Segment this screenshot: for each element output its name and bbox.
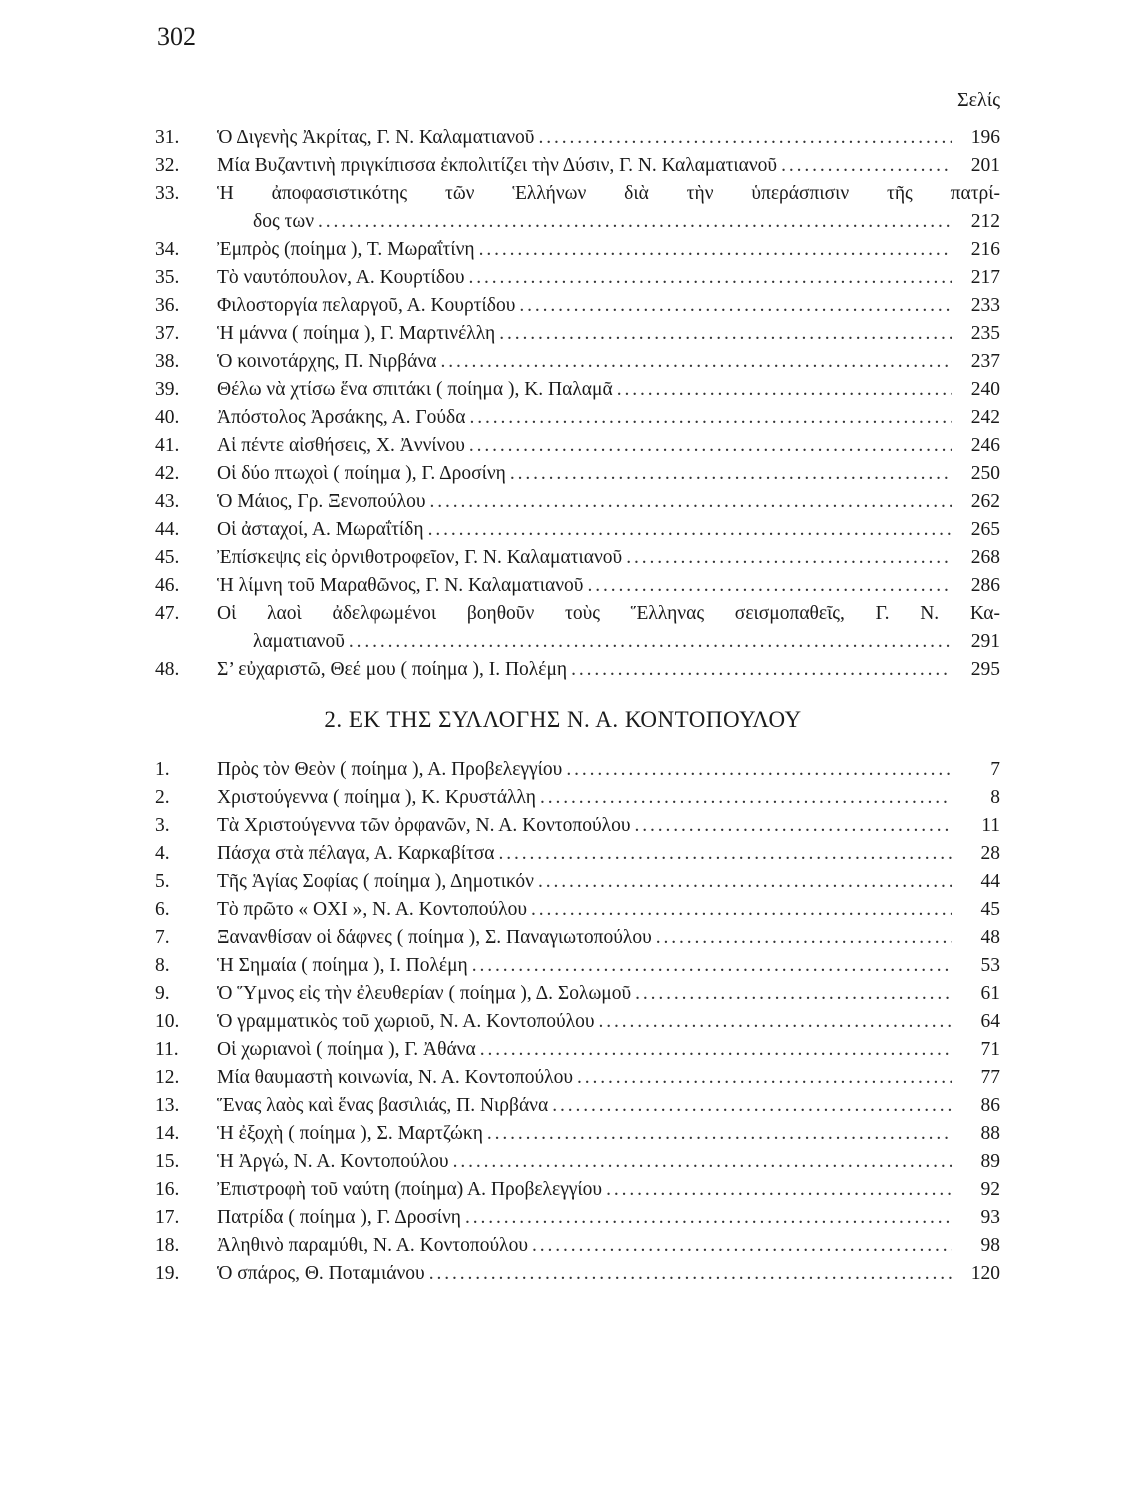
toc-entry — [155, 1036, 1000, 1064]
page-column-header: Σελίς — [956, 89, 1000, 111]
entry-page: 212 — [970, 211, 1000, 232]
entry-title: Ἡ λίμνη τοῦ Μαραθῶνος, Γ. Ν. Καλαματιανοῦ — [217, 575, 584, 596]
entry-number: 6. — [155, 899, 170, 920]
entry-page: 237 — [970, 351, 1000, 372]
entry-page: 216 — [970, 239, 1000, 260]
entry-number: 1. — [155, 759, 170, 780]
entry-title: Τὸ πρῶτο « ΟΧΙ », Ν. Α. Κοντοπούλου — [217, 899, 528, 920]
toc-entry — [155, 1148, 1000, 1176]
entry-title: Ὁ Μάιος, Γρ. Ξενοπούλου — [217, 491, 426, 512]
toc-entry — [155, 1260, 1000, 1288]
entry-number: 12. — [155, 1067, 180, 1088]
toc-section-2 — [155, 756, 1000, 1288]
entry-title: Ἐμπρὸς (ποίημα ), Τ. Μωραΐτίνη — [217, 239, 475, 260]
entry-number: 42. — [155, 463, 180, 484]
entry-number: 5. — [155, 871, 170, 892]
dot-leader — [552, 1092, 952, 1120]
toc-entry — [155, 516, 1000, 544]
entry-page: 28 — [980, 843, 1000, 864]
entry-page: 233 — [970, 295, 1000, 316]
entry-title: Ἡ μάννα ( ποίημα ), Γ. Μαρτινέλλη — [217, 323, 496, 344]
toc-entry — [155, 236, 1000, 264]
entry-number: 36. — [155, 295, 180, 316]
entry-title: Πάσχα στὰ πέλαγα, Α. Καρκαβίτσα — [217, 843, 495, 864]
toc-entry — [155, 812, 1000, 840]
dot-leader — [487, 1120, 952, 1148]
dot-leader — [577, 1064, 952, 1092]
entry-page: 92 — [980, 1179, 1000, 1200]
entry-number: 32. — [155, 155, 180, 176]
entry-title: Σ’ εὐχαριστῶ, Θεέ μου ( ποίημα ), Ι. Πολέμη — [217, 659, 568, 680]
toc-entry — [155, 292, 1000, 320]
toc-entry — [155, 460, 1000, 488]
entry-number: 48. — [155, 659, 180, 680]
dot-leader — [532, 1232, 952, 1260]
toc-entry — [155, 952, 1000, 980]
entry-page: 246 — [970, 435, 1000, 456]
entry-title: Αἱ πέντε αἰσθήσεις, Χ. Ἀννίνου — [217, 435, 465, 456]
entry-number: 19. — [155, 1263, 180, 1284]
entry-number: 13. — [155, 1095, 180, 1116]
entry-page: 98 — [980, 1235, 1000, 1256]
entry-number: 8. — [155, 955, 170, 976]
entry-number: 4. — [155, 843, 170, 864]
entry-number: 41. — [155, 435, 180, 456]
toc-entry — [155, 264, 1000, 292]
entry-page: 240 — [970, 379, 1000, 400]
entry-title: Ἡ ἐξοχὴ ( ποίημα ), Σ. Μαρτζώκη — [217, 1123, 483, 1144]
toc-entry — [155, 896, 1000, 924]
dot-leader — [538, 868, 952, 896]
entry-page: 64 — [980, 1011, 1000, 1032]
dot-leader — [440, 348, 952, 376]
toc-entry — [155, 1176, 1000, 1204]
entry-number: 33. — [155, 183, 180, 204]
entry-page: 45 — [980, 899, 1000, 920]
entry-title: Θέλω νὰ χτίσω ἕνα σπιτάκι ( ποίημα ), Κ. Παλαμᾶ — [217, 379, 613, 400]
entry-page: 48 — [980, 927, 1000, 948]
toc-section-1 — [155, 89, 1000, 684]
entry-number: 15. — [155, 1151, 180, 1172]
toc-entry — [155, 868, 1000, 896]
entry-number: 34. — [155, 239, 180, 260]
entry-page: 268 — [970, 547, 1000, 568]
entry-number: 39. — [155, 379, 180, 400]
dot-leader — [519, 292, 952, 320]
entry-page: 235 — [970, 323, 1000, 344]
dot-leader — [538, 124, 952, 152]
entry-title: Οἱ ἀσταχοί, Α. Μωραΐτίδη — [217, 519, 424, 540]
entry-number: 31. — [155, 127, 180, 148]
entry-page: 53 — [980, 955, 1000, 976]
toc-entry — [155, 376, 1000, 404]
dot-leader — [349, 628, 952, 656]
entry-title: Οἱ χωριανοὶ ( ποίημα ), Γ. Ἀθάνα — [217, 1039, 476, 1060]
entry-title: Ἀληθινὸ παραμύθι, Ν. Α. Κοντοπούλου — [217, 1235, 528, 1256]
entry-title: Ἕνας λαὸς καὶ ἕνας βασιλιάς, Π. Νιρβάνα — [217, 1095, 549, 1116]
entry-page: 217 — [970, 267, 1000, 288]
page-number: 302 — [157, 22, 196, 51]
entry-number: 47. — [155, 603, 180, 624]
entry-title: Τῆς Ἁγίας Σοφίας ( ποίημα ), Δημοτικόν — [217, 871, 534, 892]
dot-leader — [469, 432, 952, 460]
dot-leader — [480, 1036, 952, 1064]
dot-leader — [510, 460, 952, 488]
entry-number: 43. — [155, 491, 180, 512]
dot-leader — [429, 488, 952, 516]
dot-leader — [635, 980, 952, 1008]
toc-entry — [155, 1092, 1000, 1120]
entry-title: Τὰ Χριστούγεννα τῶν ὀρφανῶν, Ν. Α. Κοντοπούλου — [217, 815, 631, 836]
entry-title: Πατρίδα ( ποίημα ), Γ. Δροσίνη — [217, 1207, 461, 1228]
toc-entry — [155, 404, 1000, 432]
dot-leader — [656, 924, 952, 952]
entry-title: Χριστούγεννα ( ποίημα ), Κ. Κρυστάλλη — [217, 787, 537, 808]
dot-leader — [499, 320, 952, 348]
entry-page: 89 — [980, 1151, 1000, 1172]
toc-entry — [155, 488, 1000, 516]
entry-page: 86 — [980, 1095, 1000, 1116]
entry-number: 17. — [155, 1207, 180, 1228]
entry-title: Ὁ κοινοτάρχης, Π. Νιρβάνα — [217, 351, 437, 372]
entry-title: Τὸ ναυτόπουλον, Α. Κουρτίδου — [217, 267, 465, 288]
entry-title: Οἱ δύο πτωχοὶ ( ποίημα ), Γ. Δροσίνη — [217, 463, 506, 484]
dot-leader — [468, 264, 952, 292]
dot-leader — [479, 236, 952, 264]
entry-number: 37. — [155, 323, 180, 344]
entry-title-continuation: λαματιανοῦ — [253, 631, 345, 652]
entry-page: 88 — [980, 1123, 1000, 1144]
entry-title: Μία θαυμαστὴ κοινωνία, Ν. Α. Κοντοπούλου — [217, 1067, 573, 1088]
section-heading: 2. ΕΚ ΤΗΣ ΣΥΛΛΟΓΗΣ Ν. Α. ΚΟΝΤΟΠΟΥΛΟΥ — [324, 707, 802, 732]
entry-title: Ὁ Ὕμνος εἰς τὴν ἐλευθερίαν ( ποίημα ), Δ. Σολωμοῦ — [217, 983, 632, 1004]
toc-entry — [155, 320, 1000, 348]
entry-number: 3. — [155, 815, 170, 836]
dot-leader — [781, 152, 952, 180]
toc-entry — [155, 1232, 1000, 1260]
entry-title: Ἡ ἀποφασιστικότης τῶν Ἑλλήνων διὰ τὴν ὑπεράσπισιν τῆς πατρί- — [217, 183, 1000, 204]
toc-entry — [155, 152, 1000, 180]
entry-page: 201 — [970, 155, 1000, 176]
entry-page: 71 — [980, 1039, 1000, 1060]
toc-entry — [155, 756, 1000, 784]
entry-page: 196 — [970, 127, 1000, 148]
entry-page: 286 — [970, 575, 1000, 596]
entry-number: 18. — [155, 1235, 180, 1256]
dot-leader — [499, 840, 952, 868]
toc-entry — [155, 572, 1000, 600]
entry-title: Ἡ Σημαία ( ποίημα ), Ι. Πολέμη — [217, 955, 468, 976]
dot-leader — [469, 404, 952, 432]
toc-entry — [155, 432, 1000, 460]
entry-page: 11 — [981, 815, 1000, 836]
dot-leader — [540, 784, 952, 812]
entry-number: 35. — [155, 267, 180, 288]
toc-entry — [155, 348, 1000, 376]
dot-leader — [626, 544, 952, 572]
toc-entry — [155, 656, 1000, 684]
dot-leader — [453, 1148, 952, 1176]
entry-title: Οἱ λαοὶ ἀδελφωμένοι βοηθοῦν τοὺς Ἕλληνας σεισμοπαθεῖς, Γ. Ν. Κα- — [217, 603, 1000, 624]
dot-leader — [599, 1008, 953, 1036]
entry-page: 61 — [980, 983, 1000, 1004]
entry-page: 120 — [970, 1263, 1000, 1284]
entry-number: 11. — [155, 1039, 179, 1060]
entry-title: Ξανανθίσαν οἱ δάφνες ( ποίημα ), Σ. Παναγιωτοπούλου — [217, 927, 652, 948]
toc-entry — [155, 124, 1000, 152]
toc-entry — [155, 600, 1000, 628]
entry-title: Ὁ σπάρος, Θ. Ποταμιάνου — [217, 1263, 425, 1284]
dot-leader — [634, 812, 952, 840]
toc-entry — [155, 924, 1000, 952]
entry-title: Ἀπόστολος Ἀρσάκης, Α. Γούδα — [217, 407, 466, 428]
toc-entry — [155, 544, 1000, 572]
dot-leader — [566, 756, 952, 784]
toc-entry — [155, 980, 1000, 1008]
entry-title: Μία Βυζαντινὴ πριγκίπισσα ἐκπολιτίζει τὴν Δύσιν, Γ. Ν. Καλαματιανοῦ — [217, 155, 778, 176]
entry-page: 265 — [970, 519, 1000, 540]
entry-number: 46. — [155, 575, 180, 596]
toc-entry — [155, 1008, 1000, 1036]
entry-title: Ἐπιστροφὴ τοῦ ναύτη (ποίημα) Α. Προβελεγγίου — [217, 1179, 603, 1200]
toc-entry — [155, 1064, 1000, 1092]
entry-title: Ἐπίσκεψις εἰς ὀρνιθοτροφεῖον, Γ. Ν. Καλαματιανοῦ — [217, 547, 623, 568]
entry-number: 45. — [155, 547, 180, 568]
entry-page: 250 — [970, 463, 1000, 484]
entry-page: 7 — [990, 759, 1000, 780]
toc-entry — [155, 1204, 1000, 1232]
dot-leader — [472, 952, 952, 980]
entry-number: 38. — [155, 351, 180, 372]
entry-page: 93 — [980, 1207, 1000, 1228]
entry-number: 16. — [155, 1179, 180, 1200]
toc-entry — [155, 180, 1000, 208]
entry-title: Ἡ Ἀργώ, Ν. Α. Κοντοπούλου — [217, 1151, 449, 1172]
dot-leader — [617, 376, 952, 404]
toc-entry — [155, 1120, 1000, 1148]
entry-page: 242 — [970, 407, 1000, 428]
dot-leader — [571, 656, 952, 684]
dot-leader — [318, 208, 952, 236]
entry-page: 8 — [990, 787, 1000, 808]
entry-number: 10. — [155, 1011, 180, 1032]
entry-title: Ὁ γραμματικὸς τοῦ χωριοῦ, Ν. Α. Κοντοπούλου — [217, 1011, 595, 1032]
dot-leader — [465, 1204, 952, 1232]
toc-entry-continuation — [155, 208, 1000, 236]
entry-number: 7. — [155, 927, 170, 948]
entry-number: 44. — [155, 519, 180, 540]
dot-leader — [428, 516, 952, 544]
toc-entry — [155, 784, 1000, 812]
entry-page: 291 — [970, 631, 1000, 652]
entry-title: Ὁ Διγενὴς Ἀκρίτας, Γ. Ν. Καλαματιανοῦ — [217, 127, 535, 148]
entry-page: 262 — [970, 491, 1000, 512]
entry-page: 44 — [980, 871, 1000, 892]
entry-number: 40. — [155, 407, 180, 428]
entry-title-continuation: δος των — [253, 211, 315, 232]
dot-leader — [531, 896, 952, 924]
dot-leader — [606, 1176, 952, 1204]
entry-page: 295 — [970, 659, 1000, 680]
entry-number: 2. — [155, 787, 170, 808]
entry-page: 77 — [980, 1067, 1000, 1088]
entry-number: 14. — [155, 1123, 180, 1144]
toc-entry-continuation — [155, 628, 1000, 656]
entry-title: Πρὸς τὸν Θεὸν ( ποίημα ), Α. Προβελεγγίου — [217, 759, 563, 780]
toc-entry — [155, 840, 1000, 868]
entry-title: Φιλοστοργία πελαργοῦ, Α. Κουρτίδου — [217, 295, 516, 316]
entry-number: 9. — [155, 983, 170, 1004]
dot-leader — [429, 1260, 952, 1288]
dot-leader — [587, 572, 952, 600]
